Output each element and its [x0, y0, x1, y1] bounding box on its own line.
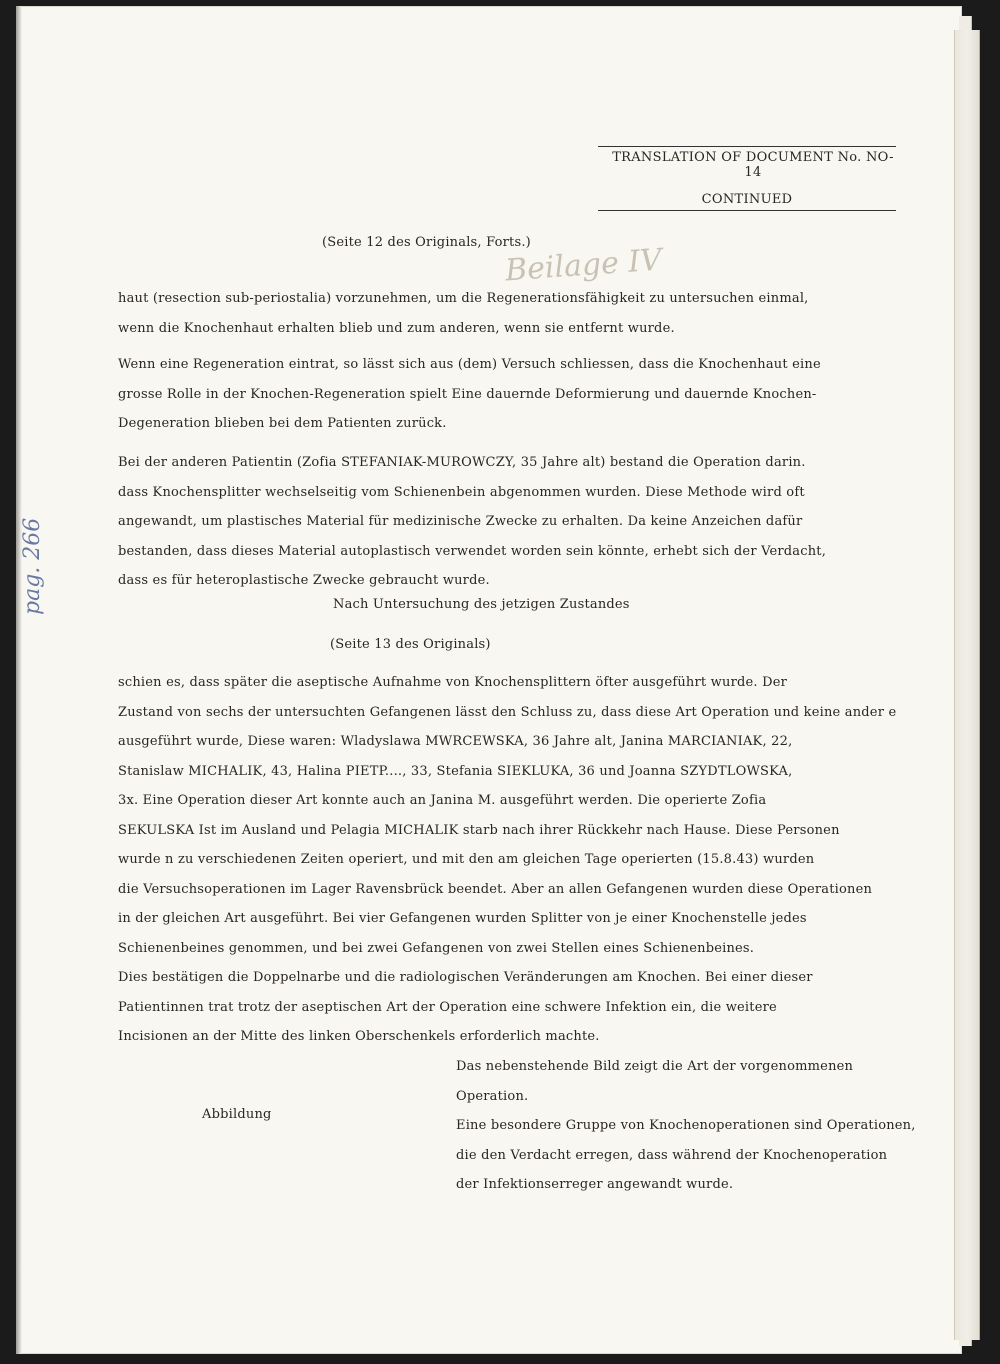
- paragraph-3: [118, 448, 826, 596]
- text-line: SEKULSKA Ist im Ausland und Pelagia MICHALIK starb nach ihrer Rückkehr nach Hause. Diese Personen: [118, 822, 840, 838]
- text-line: Zustand von sechs der untersuchten Gefangenen lässt den Schluss zu, dass diese Art Operation und keine ander e: [118, 704, 897, 720]
- text-line: wenn die Knochenhaut erhalten blieb und zum anderen, wenn sie entfernt wurde.: [118, 320, 675, 336]
- text-line: wurde n zu verschiedenen Zeiten operiert, und mit den am gleichen Tage operierten (15.8.43) wurden: [118, 852, 815, 867]
- centered-heading: Nach Untersuchung des jetzigen Zustandes: [333, 597, 630, 612]
- page-edge-stack-front: [954, 30, 980, 1340]
- text-line: Stanislaw MICHALIK, 43, Halina PIETP...., 33, Stefania SIEKLUKA, 36 und Joanna SZYDTLOWSKA,: [118, 763, 793, 779]
- header-rule-top: [598, 146, 896, 147]
- text-line: die den Verdacht erregen, dass während der Knochenoperation: [456, 1147, 888, 1163]
- text-line: Schienenbeines genommen, und bei zwei Gefangenen von zwei Stellen eines Schienenbeines.: [118, 940, 755, 956]
- binding-shadow: [16, 6, 22, 1354]
- text-line: schien es, dass später die aseptische Aufnahme von Knochensplittern öfter ausgeführt wurde. Der: [118, 675, 787, 690]
- faded-stamp-text: Beilage IV: [503, 242, 663, 289]
- text-line: 3x. Eine Operation dieser Art konnte auch an Janina M. ausgeführt werden. Die operierte Zofia: [118, 793, 767, 808]
- text-line: Eine besondere Gruppe von Knochenoperationen sind Operationen,: [456, 1118, 916, 1133]
- text-line: grosse Rolle in der Knochen-Regeneration spielt Eine dauernde Deformierung und dauernde Knochen-: [118, 386, 817, 402]
- text-line: Wenn eine Regeneration eintrat, so lässt sich aus (dem) Versuch schliessen, dass die Knochenhaut eine: [118, 357, 821, 372]
- text-line: Dies bestätigen die Doppelnarbe und die radiologischen Veränderungen am Knochen. Bei einer dieser: [118, 970, 813, 985]
- text-line: dass Knochensplitter wechselseitig vom Schienenbein abgenommen wurden. Diese Methode wird oft: [118, 484, 805, 500]
- text-line: bestanden, dass dieses Material autoplastisch verwendet worden sein könnte, erhebt sich der Verdacht,: [118, 543, 827, 559]
- handwritten-margin-note: pag. 266: [20, 517, 45, 615]
- header-continued: CONTINUED: [701, 192, 793, 207]
- paragraph-2: [118, 350, 821, 439]
- text-line: haut (resection sub-periostalia) vorzunehmen, um die Regenerationsfähigkeit zu untersuchen einmal,: [118, 291, 809, 306]
- text-line: Bei der anderen Patientin (Zofia STEFANIAK-MUROWCZY, 35 Jahre alt) bestand die Operation darin.: [118, 455, 806, 470]
- page-ref-seite-13: (Seite 13 des Originals): [330, 637, 491, 652]
- text-line: Degeneration blieben bei dem Patienten zurück.: [118, 416, 447, 431]
- paragraph-5: [456, 1052, 916, 1200]
- figure-label: Abbildung: [202, 1107, 272, 1122]
- header-title: TRANSLATION OF DOCUMENT No. NO-14: [612, 150, 894, 180]
- text-line: die Versuchsoperationen im Lager Ravensbrück beendet. Aber an allen Gefangenen wurden diese Operationen: [118, 881, 873, 897]
- text-line: Das nebenstehende Bild zeigt die Art der vorgenommenen: [456, 1059, 854, 1074]
- text-line: der Infektionserreger angewandt wurde.: [456, 1177, 734, 1192]
- text-line: ausgeführt wurde, Diese waren: Wladyslawa MWRCEWSKA, 36 Jahre alt, Janina MARCIANIAK, 22,: [118, 734, 793, 749]
- text-line: Patientinnen trat trotz der aseptischen Art der Operation eine schwere Infektion ein, die weitere: [118, 999, 777, 1015]
- text-line: Incisionen an der Mitte des linken Oberschenkels erforderlich machte.: [118, 1029, 600, 1044]
- paragraph-4: [118, 668, 896, 1052]
- text-line: Operation.: [456, 1088, 529, 1104]
- text-line: dass es für heteroplastische Zwecke gebraucht wurde.: [118, 573, 490, 588]
- header-rule-bottom: [598, 210, 896, 211]
- page-ref-seite-12: (Seite 12 des Originals, Forts.): [322, 235, 531, 250]
- text-line: in der gleichen Art ausgeführt. Bei vier Gefangenen wurden Splitter von je einer Knochenstelle jedes: [118, 911, 807, 926]
- text-line: angewandt, um plastisches Material für medizinische Zwecke zu erhalten. Da keine Anzeichen dafür: [118, 514, 803, 529]
- paragraph-1: [118, 284, 809, 343]
- document-header: [598, 146, 896, 211]
